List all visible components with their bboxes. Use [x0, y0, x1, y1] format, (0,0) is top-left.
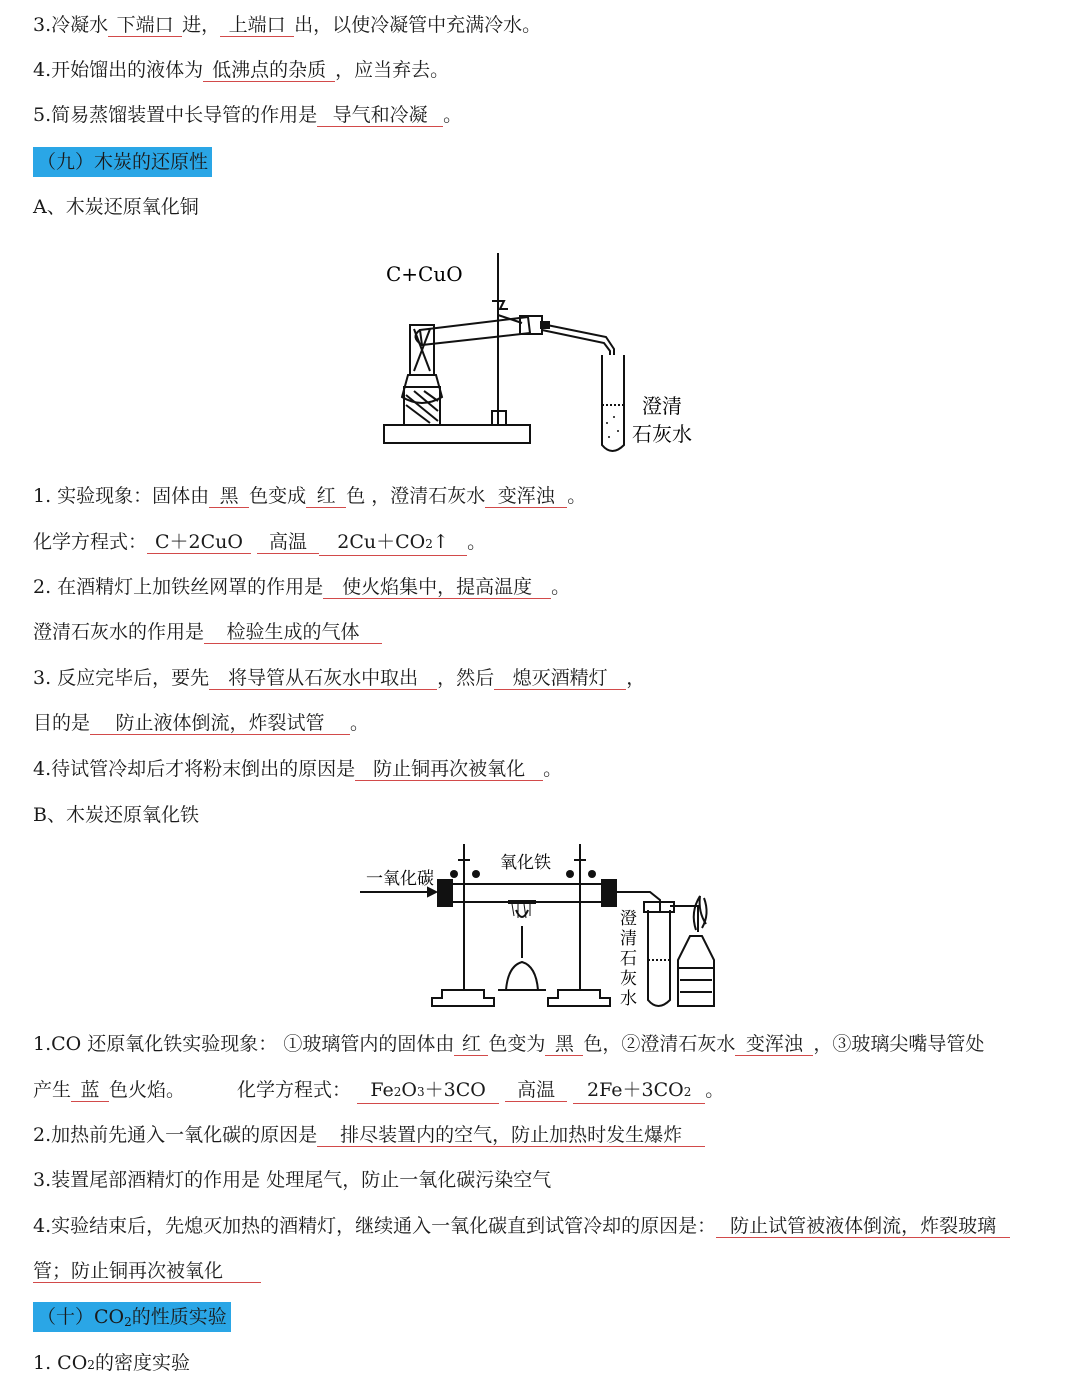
text: 澄清石灰水的作用是: [33, 621, 205, 643]
text: ＋3CO: [424, 1079, 486, 1101]
text: 色，②澄清石灰水: [583, 1033, 736, 1055]
text: 。: [705, 1079, 725, 1101]
line-b1-phenomenon: [33, 1031, 984, 1057]
label-limewater-char: 水: [620, 989, 637, 1009]
line-condenser-water: [33, 12, 541, 38]
label-limewater-char: 清: [620, 929, 637, 949]
text: 1. CO: [33, 1352, 88, 1374]
text: ，③玻璃尖嘴导管处: [813, 1033, 985, 1055]
answer-blank: 下端口: [108, 14, 182, 37]
line-a3-order: [33, 665, 645, 691]
text: 3.冷凝水: [33, 14, 109, 36]
text: 4.实验结束后，先熄灭加热的酒精灯，继续通入一氧化碳直到试管冷却的原因是：: [33, 1215, 717, 1237]
text: 的性质实验: [131, 1306, 227, 1328]
line-a-equation: [33, 529, 486, 556]
text: ，应当弃去。: [335, 59, 450, 81]
text: 3.装置尾部酒精灯的作用是: [33, 1169, 261, 1191]
answer-blank: 管；防止铜再次被氧化: [33, 1260, 261, 1283]
text: 2Cu＋CO: [337, 531, 426, 553]
text: 化学方程式：: [33, 531, 148, 553]
text: 化学方程式：: [237, 1079, 352, 1101]
subsection-a: A、木炭还原氧化铜: [33, 196, 199, 218]
text: 色火焰。: [109, 1079, 186, 1101]
answer-blank: 红: [454, 1033, 488, 1056]
answer-blank: 将导管从石灰水中取出: [209, 667, 437, 690]
answer-blank: 变浑浊: [485, 485, 567, 508]
answer-blank: 使火焰集中，提高温度: [323, 576, 551, 599]
text: 5.简易蒸馏装置中长导管的作用是: [33, 104, 318, 126]
answer-condition: 高温: [257, 531, 319, 554]
answer-blank: 低沸点的杂质: [203, 59, 335, 82]
line-a2-limewater: [33, 619, 382, 645]
text: O: [401, 1079, 417, 1101]
subsection-b: B、木炭还原氧化铁: [33, 804, 199, 826]
answer-blank: 变浑浊: [735, 1033, 813, 1056]
text: 1. 实验现象：固体由: [33, 485, 210, 507]
answer-blank: [319, 531, 467, 556]
answer-blank: 红: [306, 485, 346, 508]
text: 色变成: [249, 485, 307, 507]
text: 目的是: [33, 712, 91, 734]
answer-blank: 导气和冷凝: [317, 104, 443, 127]
subscript: 2: [393, 1085, 402, 1099]
line-b3-tail-lamp: [33, 1167, 551, 1193]
line-long-tube: [33, 102, 462, 128]
figure-carbon-copper-oxide: [380, 245, 710, 455]
text: 3. 反应完毕后，要先: [33, 667, 210, 689]
answer-condition: 高温: [505, 1079, 567, 1102]
text: 色变为: [488, 1033, 546, 1055]
text: 的密度实验: [94, 1352, 190, 1374]
line-b2-reason: [33, 1122, 705, 1148]
answer-blank: 蓝: [71, 1079, 109, 1102]
subscript: 2: [425, 537, 433, 551]
line-b1-equation: [33, 1077, 724, 1104]
text: 产生: [33, 1079, 72, 1101]
label-limewater-1: 澄清: [642, 394, 682, 418]
label-reagent: C+CuO: [386, 262, 463, 286]
label-limewater-char: 石: [620, 949, 637, 969]
text: 2Fe＋3CO: [587, 1079, 684, 1101]
answer-blank: 排尽装置内的空气，防止加热时发生爆炸: [317, 1124, 705, 1147]
answer-blank: 防止液体倒流，炸裂试管: [90, 712, 350, 735]
text: 2. 在酒精灯上加铁丝网罩的作用是: [33, 576, 324, 598]
line-b4-reason: [33, 1213, 1010, 1239]
text: 出，以使冷凝管中充满冷水。: [294, 14, 542, 36]
text: 。: [543, 758, 563, 780]
subscript: 3: [416, 1085, 425, 1099]
label-iron-oxide: 氧化铁: [500, 853, 551, 873]
text: ↑: [432, 531, 449, 553]
text: 。: [467, 531, 487, 553]
text: 。: [551, 576, 571, 598]
answer-blank: [573, 1079, 705, 1104]
figure-co-iron-oxide: [358, 840, 748, 1012]
line-a2-gauze: [33, 574, 570, 600]
text: 。: [567, 485, 587, 507]
answer-blank: 防止试管被液体倒流，炸裂玻璃: [716, 1215, 1010, 1238]
line-c1-density: [33, 1350, 190, 1378]
answer-blank: [357, 1079, 499, 1104]
text: 4.待试管冷却后才将粉末倒出的原因是: [33, 758, 356, 780]
text: 处理尾气，防止一氧化碳污染空气: [266, 1169, 552, 1191]
text: 2.加热前先通入一氧化碳的原因是: [33, 1124, 318, 1146]
text: 进，: [182, 14, 221, 36]
line-a3-purpose: [33, 710, 369, 736]
text: 4.开始馏出的液体为: [33, 59, 204, 81]
text: ，: [626, 667, 646, 689]
text: 1.CO 还原氧化铁实验现象： ①玻璃管内的固体由: [33, 1033, 455, 1055]
section-heading-9: （九）木炭的还原性: [33, 147, 212, 177]
answer-blank: 熄灭酒精灯: [494, 667, 626, 690]
answer-blank: C＋2CuO: [147, 531, 251, 554]
text: Fe: [370, 1079, 394, 1101]
line-a1-phenomenon: [33, 483, 586, 509]
label-limewater-2: 石灰水: [632, 422, 692, 446]
text: ，然后: [437, 667, 495, 689]
line-distillate: [33, 57, 449, 83]
answer-blank: 防止铜再次被氧化: [355, 758, 543, 781]
answer-blank: 检验生成的气体: [204, 621, 382, 644]
label-limewater-char: 澄: [620, 909, 637, 929]
answer-blank: 上端口: [220, 14, 294, 37]
line-b4-cont: [33, 1258, 261, 1284]
label-limewater-char: 灰: [620, 969, 637, 989]
text: （十）CO: [37, 1306, 125, 1328]
subscript: 2: [683, 1085, 692, 1099]
subscript: 2: [124, 1315, 132, 1329]
section-heading-10: [33, 1302, 231, 1332]
text: 。: [443, 104, 463, 126]
line-a4-cool: [33, 756, 562, 782]
answer-blank: 黑: [545, 1033, 583, 1056]
label-carbon-monoxide: 一氧化碳: [366, 869, 434, 889]
text: 色 ，澄清石灰水: [346, 485, 486, 507]
subscript: 2: [87, 1358, 95, 1372]
text: 。: [350, 712, 370, 734]
answer-blank: 黑: [209, 485, 249, 508]
